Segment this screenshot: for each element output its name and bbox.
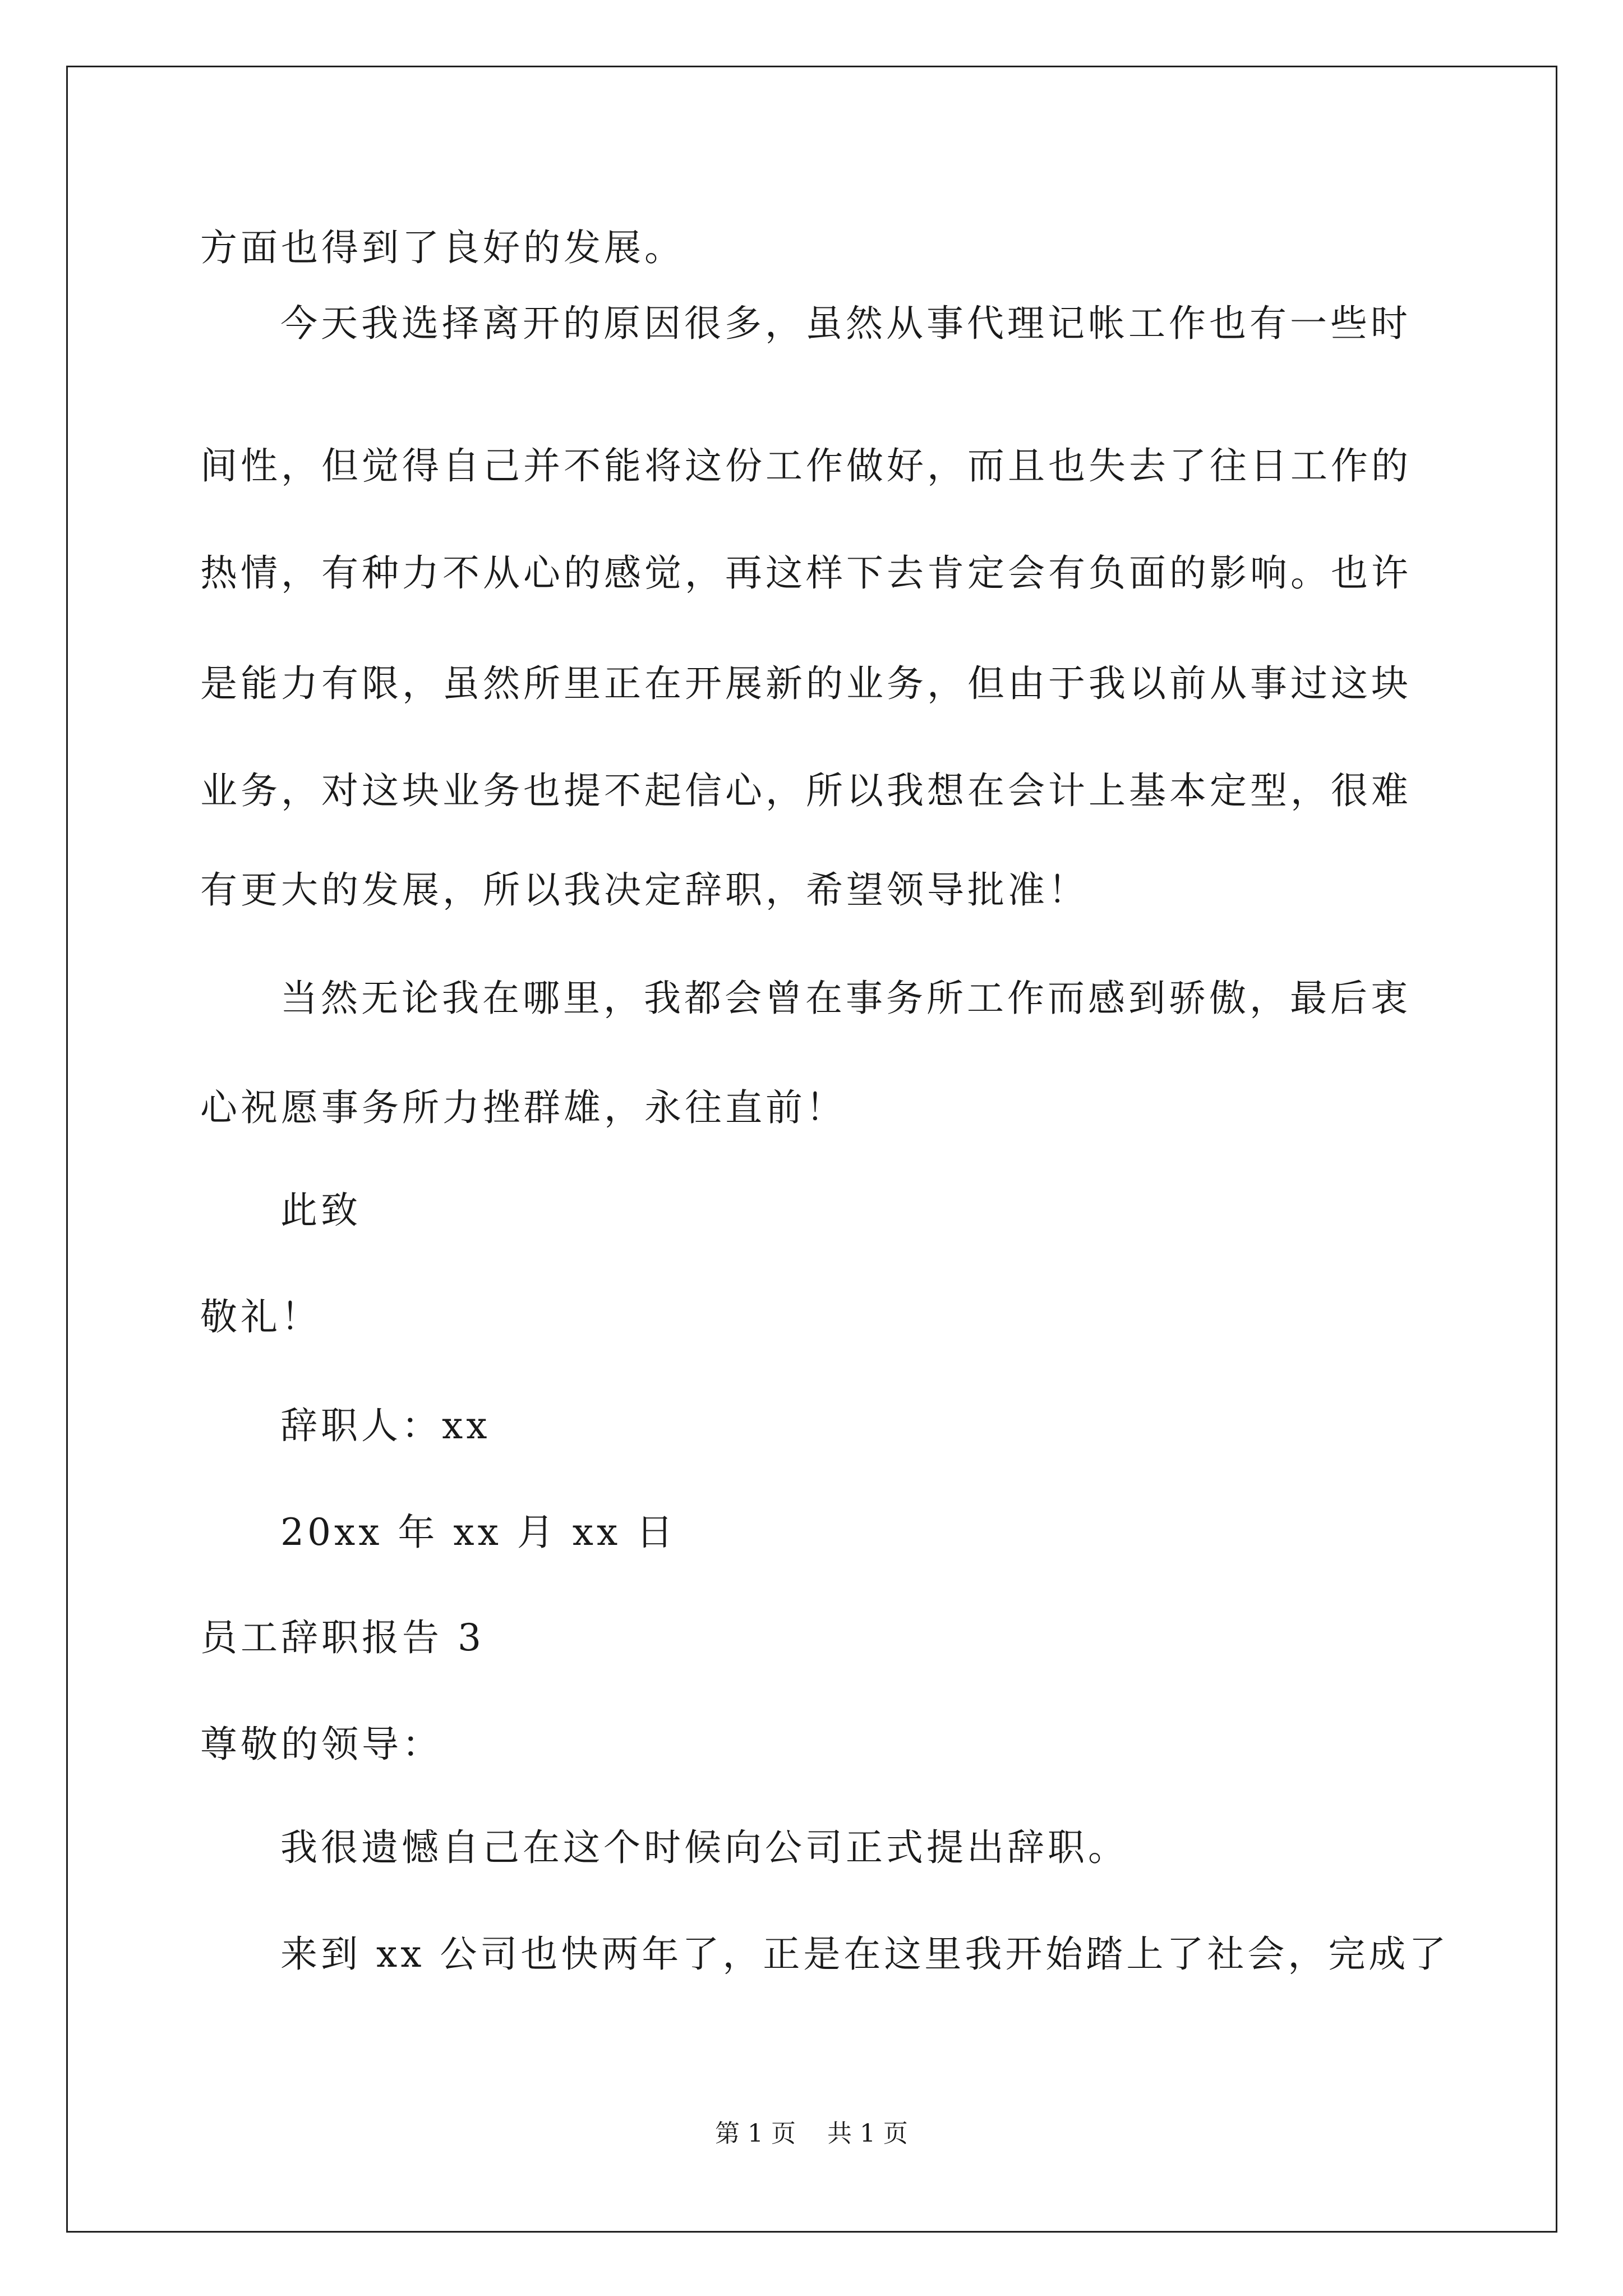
paragraph-line: 方面也得到了良好的发展。: [200, 226, 685, 269]
section-heading: 员工辞职报告 3: [200, 1616, 485, 1659]
paragraph-line: 今天我选择离开的原因很多，虽然从事代理记帐工作也有一些时: [280, 302, 1411, 345]
paragraph-line: 有更大的发展，所以我决定辞职，希望领导批准！: [200, 868, 1089, 912]
page-border: [66, 66, 1557, 2233]
paragraph-line: 业务，对这块业务也提不起信心，所以我想在会计上基本定型，很难: [200, 769, 1412, 812]
signature-name: 辞职人：xx: [280, 1404, 491, 1447]
greeting: 尊敬的领导：: [200, 1723, 442, 1766]
paragraph-line: 是能力有限，虽然所里正在开展新的业务，但由于我以前从事过这块: [200, 662, 1412, 705]
page-number: 第 1 页 共 1 页: [715, 2119, 908, 2148]
signature-date: 20xx 年 xx 月 xx 日: [280, 1511, 677, 1554]
paragraph-line: 来到 xx 公司也快两年了，正是在这里我开始踏上了社会，完成了: [280, 1932, 1450, 1976]
closing-regards: 敬礼！: [200, 1295, 321, 1338]
paragraph-line: 间性，但觉得自己并不能将这份工作做好，而且也失去了往日工作的: [200, 444, 1412, 487]
paragraph-line: 当然无论我在哪里，我都会曾在事务所工作而感到骄傲，最后衷: [280, 977, 1411, 1020]
paragraph-line: 心祝愿事务所力挫群雄，永往直前！: [200, 1086, 846, 1129]
paragraph-line: 热情，有种力不从心的感觉，再这样下去肯定会有负面的影响。也许: [200, 551, 1412, 595]
paragraph-line: 我很遗憾自己在这个时候向公司正式提出辞职。: [280, 1826, 1128, 1869]
closing-salutation: 此致: [280, 1189, 361, 1232]
